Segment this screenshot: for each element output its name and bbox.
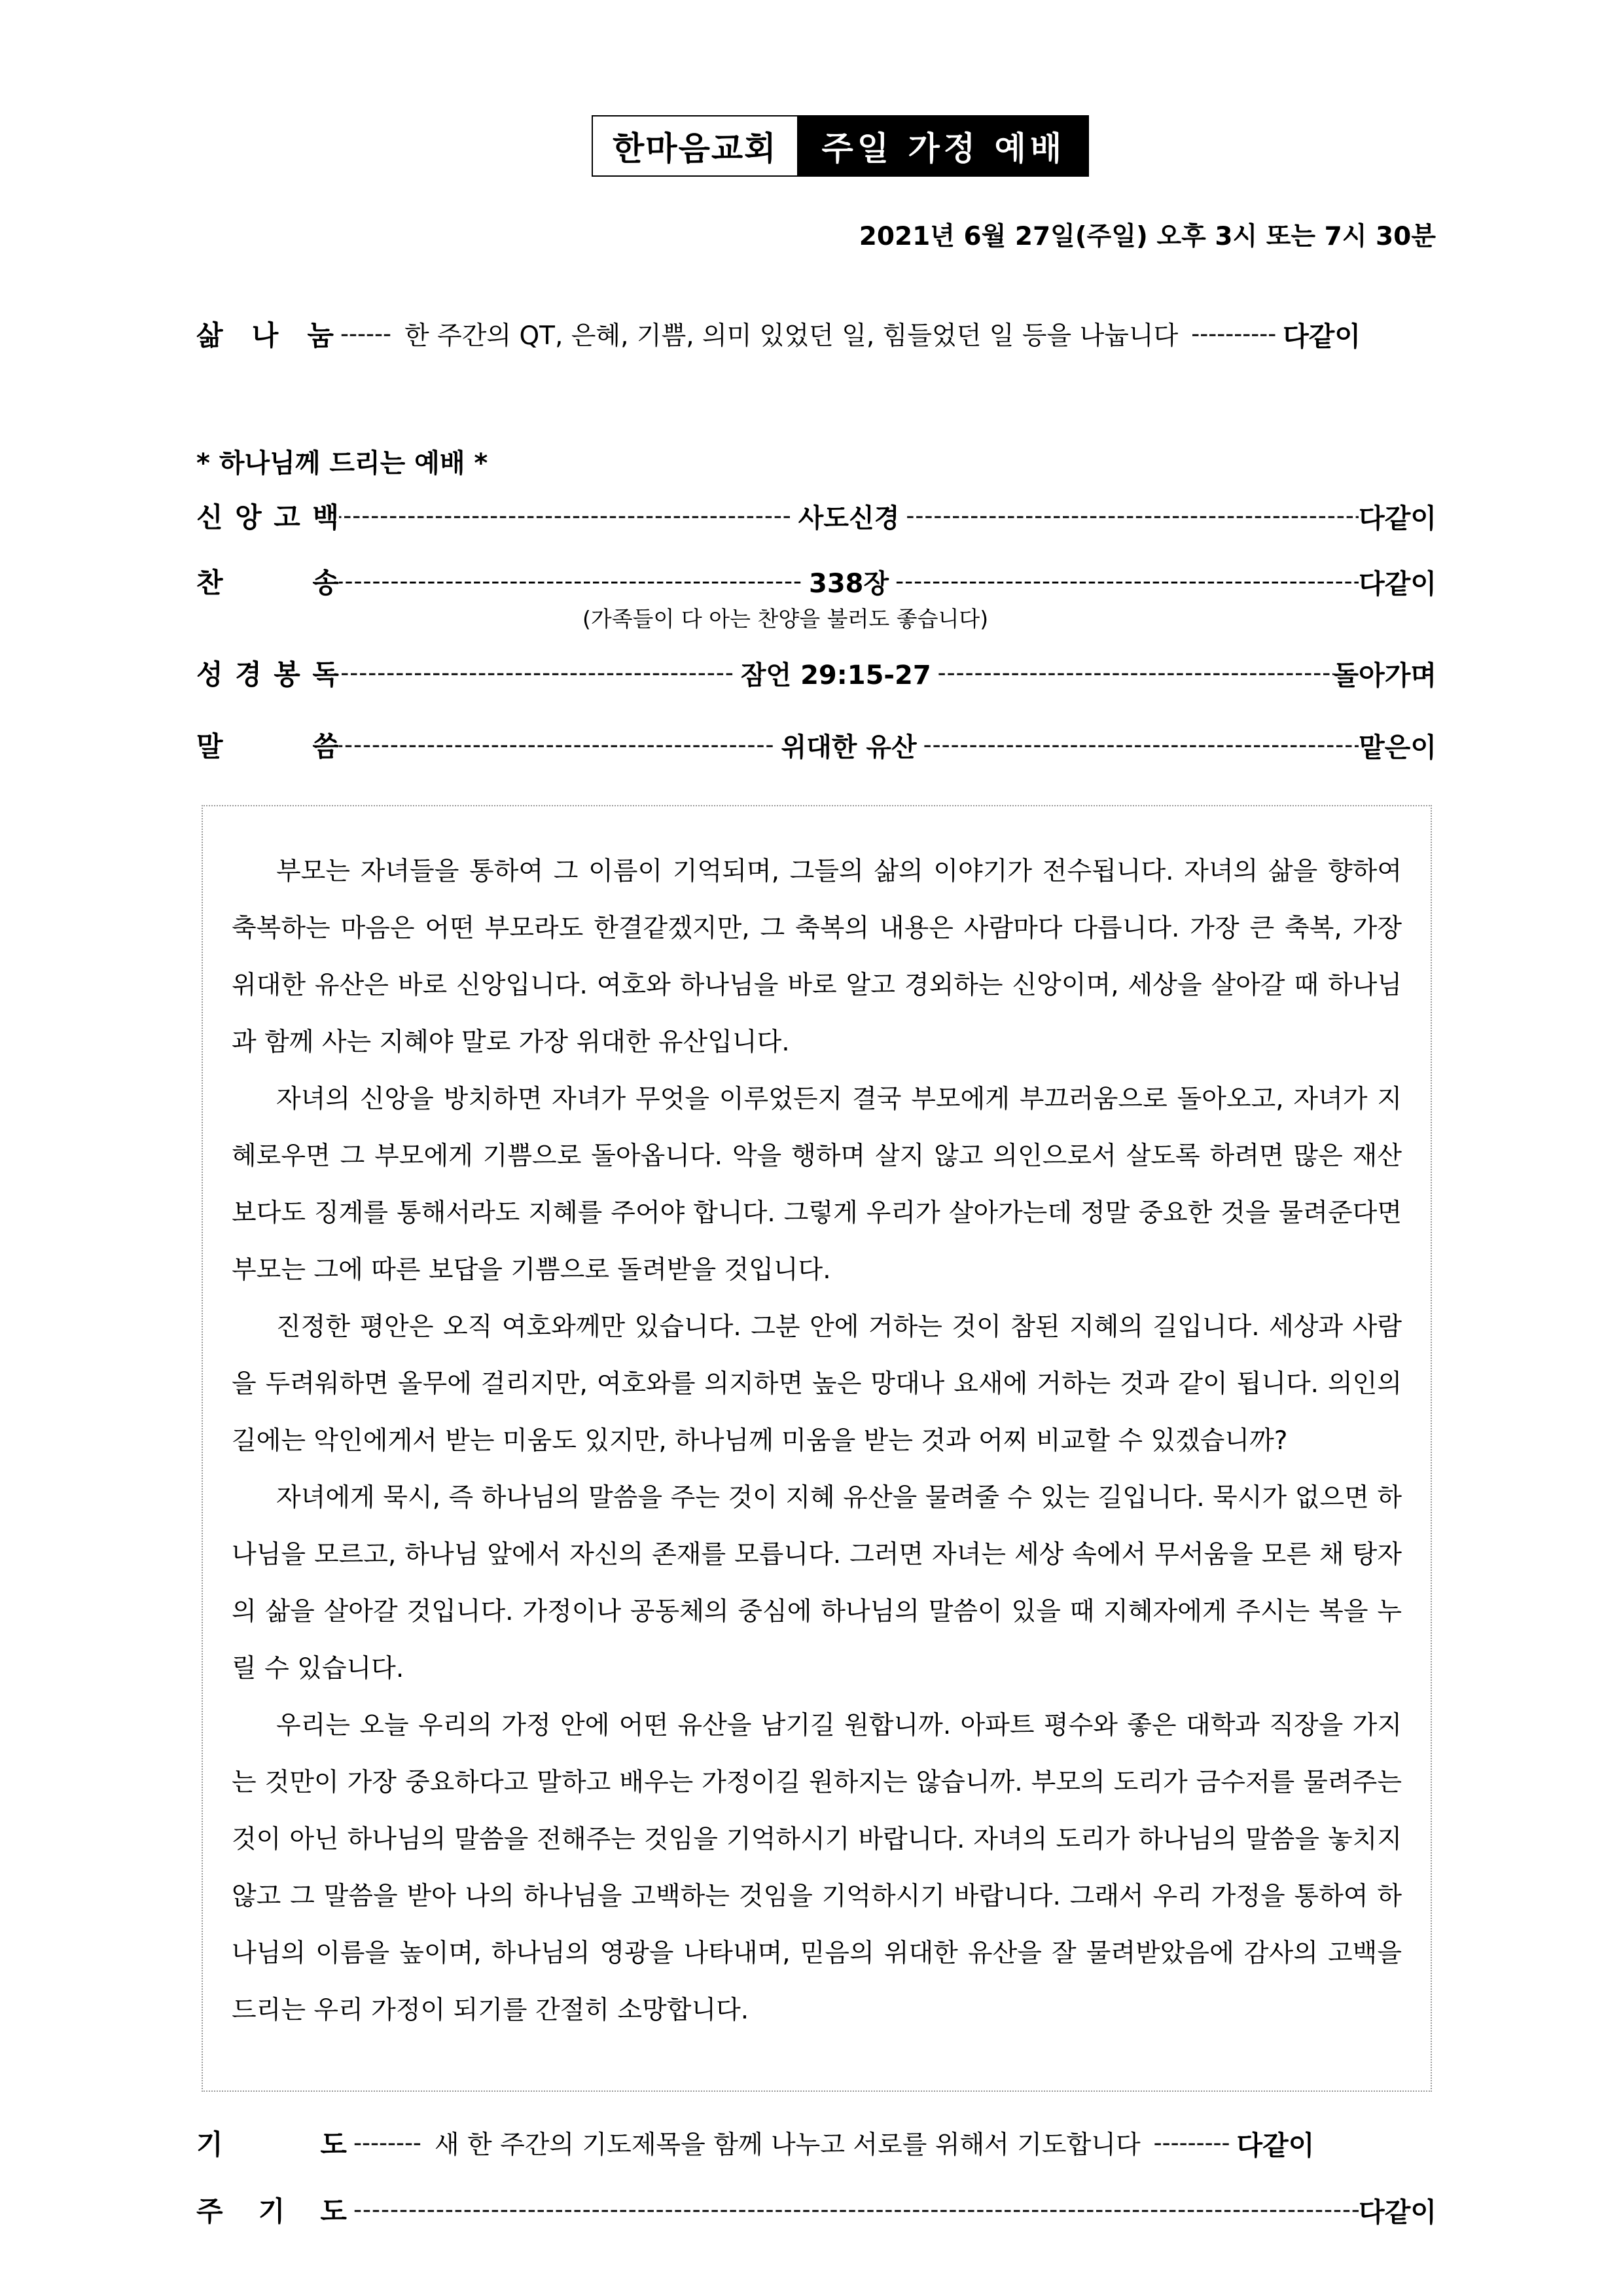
creed-dashes-right: [899, 503, 1359, 529]
reading-label: 성 경 봉 독: [196, 658, 339, 691]
creed-content: 사도신경: [798, 503, 900, 533]
prayer-row: [196, 2125, 1436, 2161]
reading-who: 돌아가며: [1332, 659, 1436, 691]
sermon-dashes-left: [339, 732, 781, 759]
reading-dashes-left: [339, 660, 741, 687]
creed-who: 다같이: [1359, 502, 1436, 534]
lords-prayer-who: 다같이: [1359, 2196, 1436, 2228]
lords-prayer-label: 주 기 도: [196, 2195, 347, 2227]
lords-prayer-dashes: [347, 2197, 1359, 2223]
prayer-who: 다같이: [1236, 2129, 1315, 2161]
reading-dashes-right: [931, 660, 1333, 687]
sermon-paragraph: 자녀의 신앙을 방치하면 자녀가 무엇을 이루었든지 결국 부모에게 부끄러움으로 돌아오고, 자녀가 지혜로우면 그 부모에게 기쁨으로 돌아옵니다. 악을 행하며 살지 않고 의인으로서 살도록 하려면 많은 재산보다도 징계를 통해서라도 지혜를 주어야 합니다. 그렇게 우리가 살아가는데 정말 중요한 것을 물려준다면 부모는 그에 따른 보답을 기쁨으로 돌려받을 것입니다.: [232, 1085, 1402, 1285]
sermon-paragraph: 진정한 평안은 오직 여호와께만 있습니다. 그분 안에 거하는 것이 참된 지혜의 길입니다. 세상과 사람을 두려워하면 올무에 걸리지만, 여호와를 의지하면 높은 망대나 요새에 거하는 것과 같이 됩니다. 의인의 길에는 악인에게서 받는 미움도 있지만, 하나님께 미움을 받는 것과 어찌 비교할 수 있겠습니까?: [232, 1312, 1402, 1456]
sermon-text-box: [202, 805, 1432, 2092]
document-title: [592, 115, 1089, 177]
sermon-label: 말 씀: [196, 730, 339, 762]
sermon-paragraph: 부모는 자녀들을 통하여 그 이름이 기억되며, 그들의 삶의 이야기가 전수됩니다. 자녀의 삶을 향하여 축복하는 마음은 어떤 부모라도 한결같겠지만, 그 축복의 내용은 사람마다 다릅니다. 가장 큰 축복, 가장 위대한 유산은 바로 신앙입니다. 여호와 하나님을 바로 알고 경외하는 신앙이며, 세상을 살아갈 때 하나님과 함께 사는 지혜야 말로 가장 위대한 유산입니다.: [232, 857, 1402, 1057]
hymn-content: 338장: [809, 568, 889, 599]
sermon-who: 맡은이: [1359, 731, 1436, 763]
hymn-dashes-right: [889, 568, 1359, 595]
sharing-label: 삶 나 눔: [196, 319, 334, 351]
sharing-row: [196, 315, 1436, 352]
prayer-label: 기 도: [196, 2128, 347, 2161]
creed-dashes-left: [339, 503, 798, 529]
prayer-dashes-left: --------: [353, 2129, 421, 2157]
creed-label: 신 앙 고 백: [196, 501, 339, 533]
sermon-dashes-right: [917, 732, 1359, 759]
hymn-label: 찬 송: [196, 567, 339, 599]
hymn-who: 다같이: [1359, 567, 1436, 600]
reading-content: 잠언 29:15-27: [740, 660, 931, 691]
sermon-paragraph: 우리는 오늘 우리의 가정 안에 어떤 유산을 남기길 원합니까. 아파트 평수와 좋은 대학과 직장을 가지는 것만이 가장 중요하다고 말하고 배우는 가정이길 원하지는 않습니까. 부모의 도리가 금수저를 물려주는 것이 아닌 하나님의 말씀을 전해주는 것임을 기억하시기 바랍니다. 자녀의 도리가 하나님의 말씀을 놓치지 않고 그 말씀을 받아 나의 하나님을 고백하는 것임을 기억하시기 바랍니다. 그래서 우리 가정을 통하여 하나님의 이름을 높이며, 하나님의 영광을 나타내며, 믿음의 위대한 유산을 잘 물려받았음에 감사의 고백을 드리는 우리 가정이 되기를 간절히 소망합니다.: [232, 1711, 1402, 2025]
hymn-note: (가족들이 다 아는 찬양을 불러도 좋습니다): [582, 606, 989, 632]
prayer-description: 새 한 주간의 기도제목을 함께 나누고 서로를 위해서 기도합니다: [434, 2130, 1141, 2160]
sharing-description: 한 주간의 QT, 은혜, 기쁨, 의미 있었던 일, 힘들었던 일 등을 나눕니다: [404, 321, 1179, 351]
reading-row: [196, 655, 1436, 691]
sermon-row: [196, 726, 1436, 763]
service-title: 주일 가정 예배: [798, 115, 1090, 177]
prayer-dashes-right: ---------: [1153, 2129, 1230, 2157]
sharing-dashes-right: ----------: [1191, 320, 1277, 348]
hymn-row: [196, 563, 1436, 600]
church-name: 한마음교회: [592, 115, 798, 177]
creed-row: [196, 497, 1436, 534]
sharing-dashes-left: ------: [340, 320, 391, 348]
worship-heading: * 하나님께 드리는 예배 *: [196, 448, 488, 478]
sermon-title: 위대한 유산: [781, 732, 917, 762]
sharing-who: 다같이: [1283, 320, 1361, 352]
hymn-dashes-left: [339, 568, 809, 595]
lords-prayer-row: [196, 2191, 1436, 2228]
sermon-paragraph: 자녀에게 묵시, 즉 하나님의 말씀을 주는 것이 지혜 유산을 물려줄 수 있는 길입니다. 묵시가 없으면 하나님을 모르고, 하나님 앞에서 자신의 존재를 모릅니다. 그러면 자녀는 세상 속에서 무서움을 모른 채 탕자의 삶을 살아갈 것입니다. 가정이나 공동체의 중심에 하나님의 말씀이 있을 때 지혜자에게 주시는 복을 누릴 수 있습니다.: [232, 1483, 1402, 1683]
service-datetime: 2021년 6월 27일(주일) 오후 3시 또는 7시 30분: [859, 222, 1436, 251]
